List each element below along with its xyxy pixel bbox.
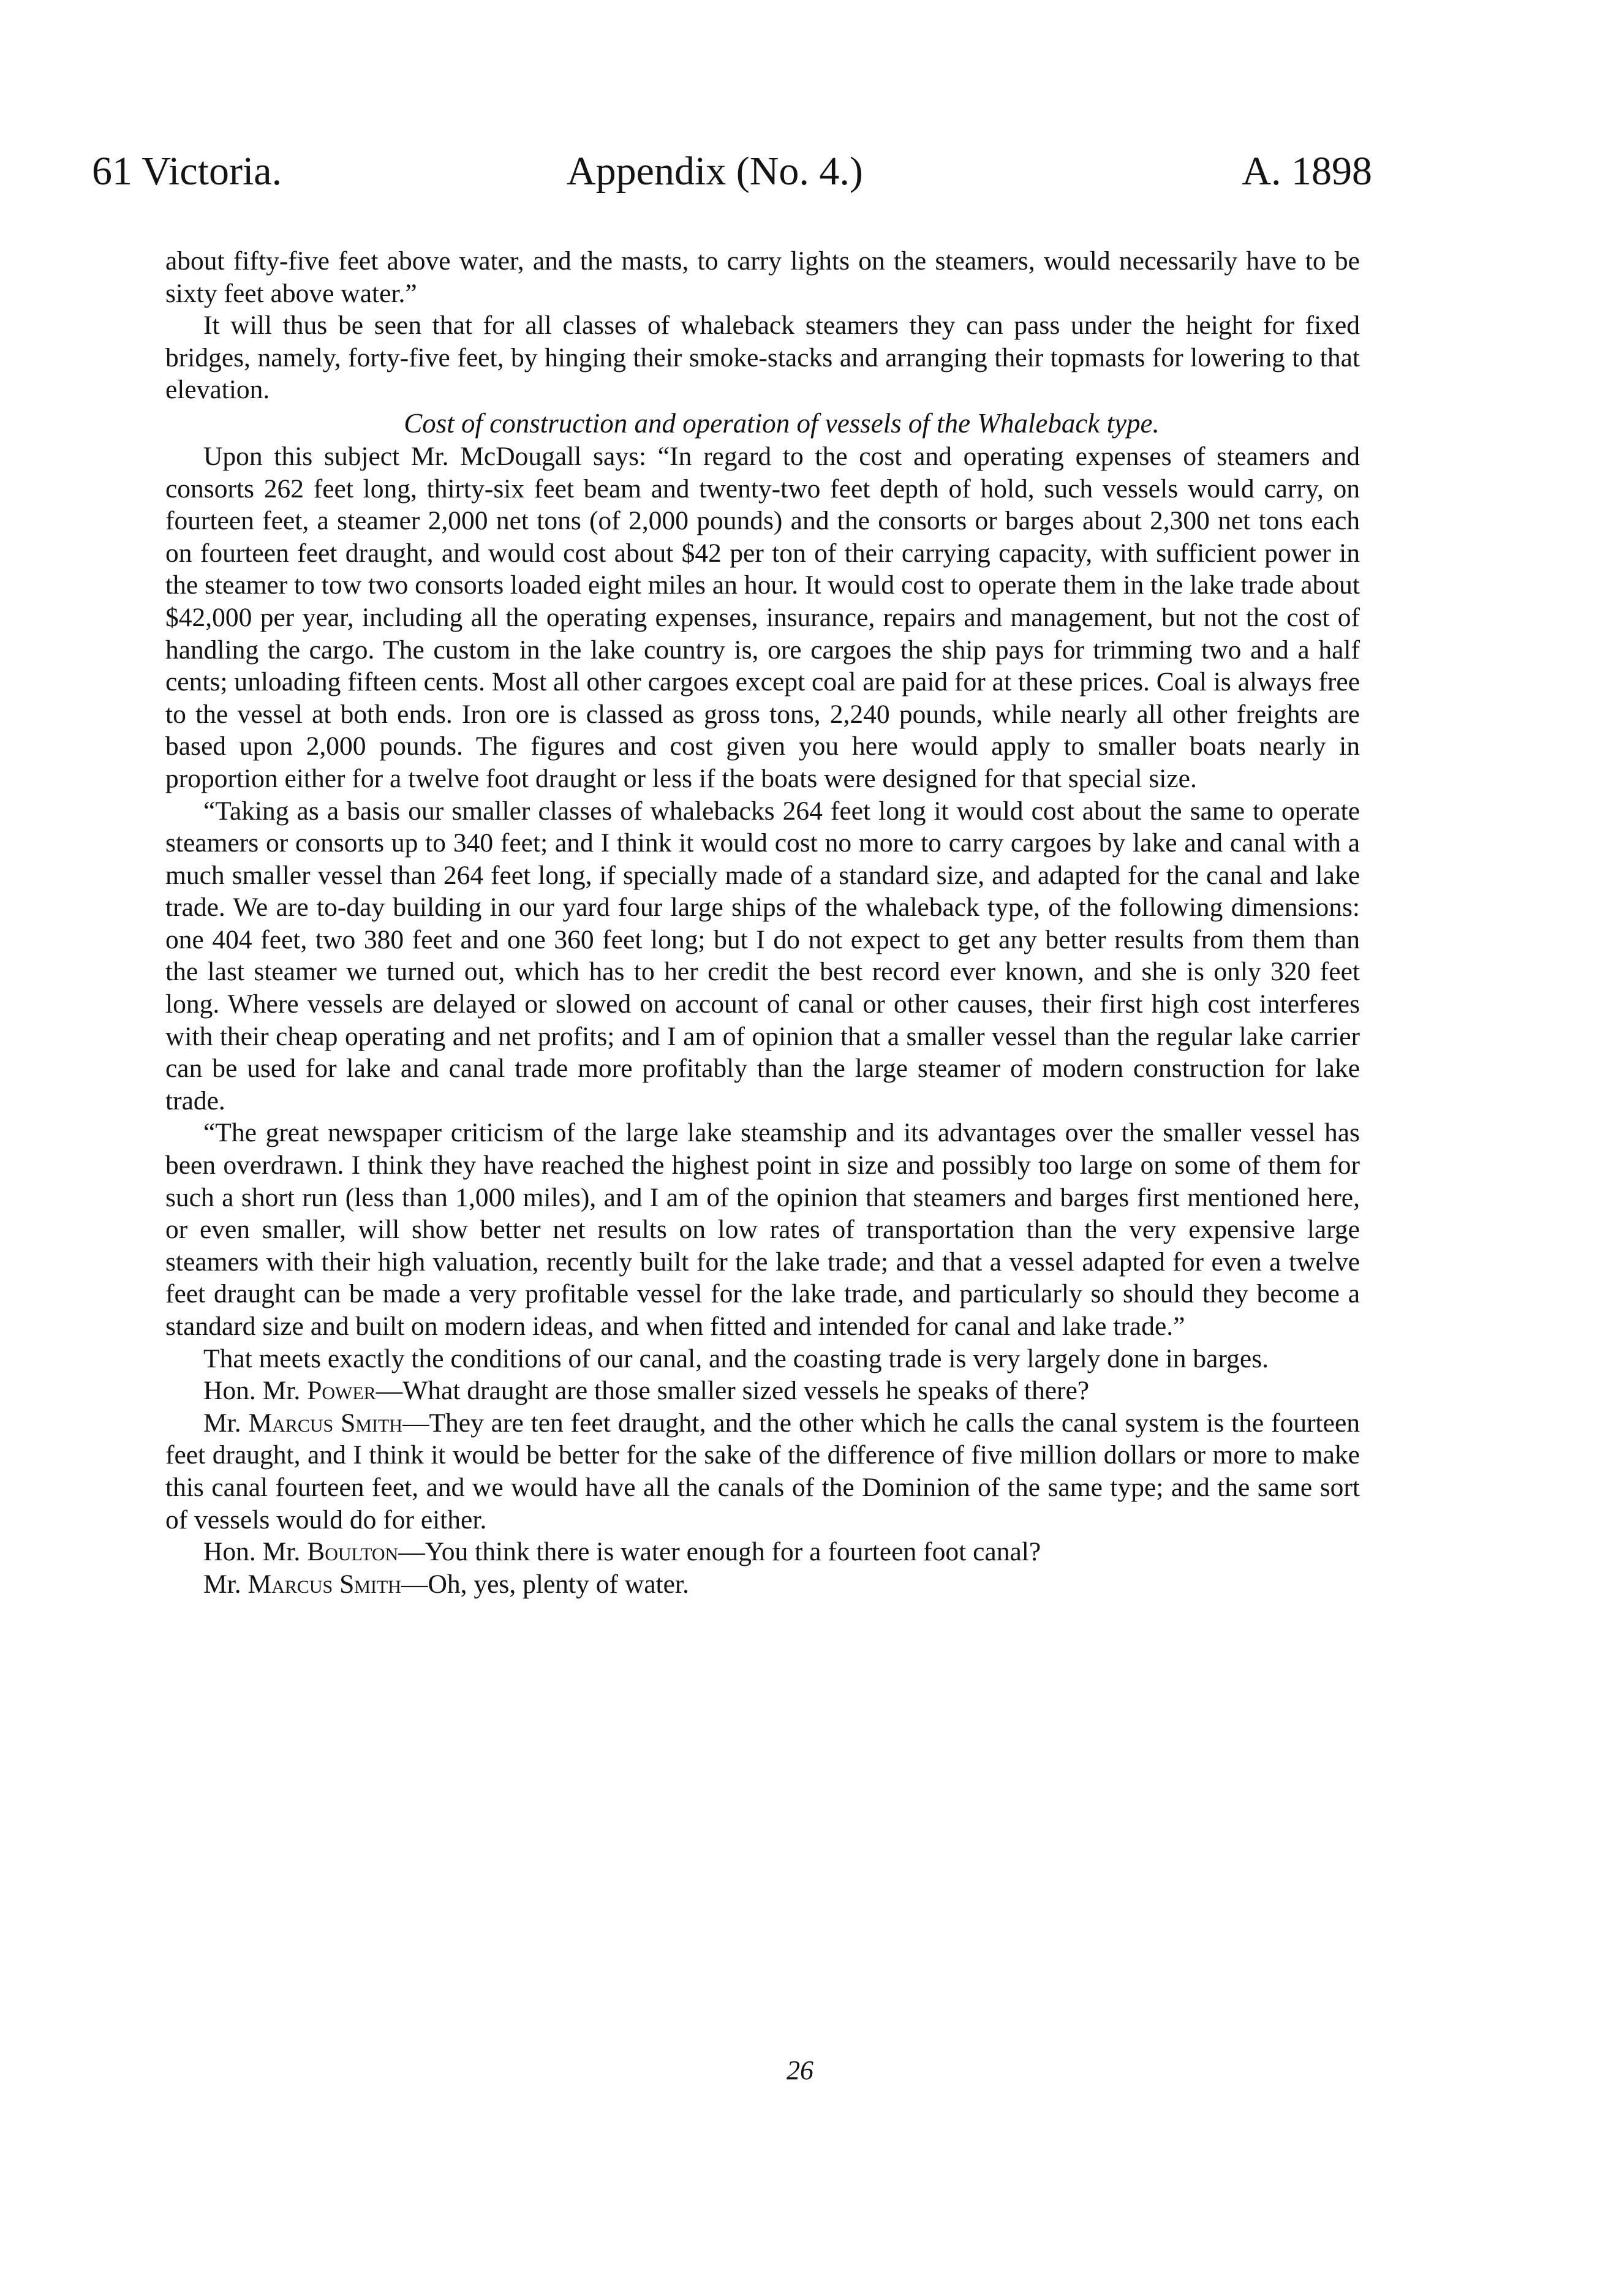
paragraph-newspaper-criticism: “The great newspaper criticism of the large lake steamship and its advantages over the smaller vessel has been overdrawn. I think they have reached the highest point in size and possibly too large on some of them for such a short run (less than 1,000 miles), and I am of the opinion that steamers and barges first mentioned here, or even smaller, will show better net results on low rates of transportation than the very expensive large steamers with their high valuation, recently built for the lake trade; and that a vessel adapted for even a twelve feet draught can be made a very profitable vessel for the lake trade, and particularly so should they become a standard size and built on modern ideas, and when fitted and intended for canal and lake trade.” xyxy=(165,1118,1360,1341)
header-year: A. 1898 xyxy=(1242,149,1372,194)
speaker-name: Boulton xyxy=(307,1537,399,1567)
section-heading: Cost of construction and operation of vessels of the Whaleback type. xyxy=(404,407,1160,439)
speaker-honorific: Hon. Mr. xyxy=(203,1376,301,1406)
speaker-honorific: Mr. xyxy=(203,1569,241,1599)
dialogue-smith-reply xyxy=(165,1568,1360,1601)
paragraph-continuation: about fifty-five feet above water, and the masts, to carry lights on the steamers, would necessarily have to be sixty feet above water.” xyxy=(165,246,1360,308)
dialogue-text: —What draught are those smaller sized vessels he speaks of there? xyxy=(375,1376,1090,1406)
running-header xyxy=(92,147,1372,196)
speaker-name: Marcus Smith xyxy=(247,1569,401,1599)
header-appendix: Appendix (No. 4.) xyxy=(567,149,863,194)
speaker-honorific: Hon. Mr. xyxy=(203,1537,301,1567)
paragraph-mcdougall-costs: Upon this subject Mr. McDougall says: “In regard to the cost and operating expenses of steamers and consorts 262 feet long, thirty-six feet beam and twenty-two feet depth of hold, such vessels would carry, on fourteen feet, a steamer 2,000 net tons (of 2,000 pounds) and the consorts or barges about 2,300 net tons each on fourteen feet draught, and would cost about $42 per ton of their carrying capacity, with sufficient power in the steamer to tow two consorts loaded eight miles an hour. It would cost to operate them in the lake trade about $42,000 per year, including all the operating expenses, insurance, repairs and management, but not the cost of handling the cargo. The custom in the lake country is, ore cargoes the ship pays for trimming two and a half cents; unloading fifteen cents. Most all other cargoes except coal are paid for at these prices. Coal is always free to the vessel at both ends. Iron ore is classed as gross tons, 2,240 pounds, while nearly all other freights are based upon 2,000 pounds. The figures and cost given you here would apply to smaller boats nearly in proportion either for a twelve foot draught or less if the boats were designed for that special size. xyxy=(165,441,1360,793)
dialogue-text: —Oh, yes, plenty of water. xyxy=(401,1569,689,1599)
paragraph-canal-conditions: That meets exactly the conditions of our canal, and the coasting trade is very largely done in barges. xyxy=(203,1343,1269,1373)
paragraph-smaller-classes: “Taking as a basis our smaller classes of whalebacks 264 feet long it would cost about the same to operate steamers or consorts up to 340 feet; and I think it would cost no more to carry cargoes by lake and canal with a much smaller vessel than 264 feet long, if specially made of a standard size, and adapted for the canal and lake trade. We are to-day building in our yard four large ships of the whaleback type, of the following dimensions: one 404 feet, two 380 feet and one 360 feet long; but I do not expect to get any better results from them than the last steamer we turned out, which has to her credit the best record ever known, and she is only 320 feet long. Where vessels are delayed or slowed on account of canal or other causes, their first high cost interferes with their cheap operating and net profits; and I am of opinion that a smaller vessel than the regular lake carrier can be used for lake and canal trade more profitably than the large steamer of modern construction for lake trade. xyxy=(165,796,1360,1116)
speaker-name: Marcus Smith xyxy=(248,1408,402,1438)
paragraph-bridges: It will thus be seen that for all classes of whaleback steamers they can pass under the height for fixed bridges, namely, forty-five feet, by hinging their smoke-stacks and arranging their topmasts for lowering to that elevation. xyxy=(165,311,1360,405)
body-text xyxy=(165,245,1360,1600)
header-session: 61 Victoria. xyxy=(92,149,282,194)
speaker-name: Power xyxy=(307,1376,376,1406)
dialogue-smith-answer xyxy=(165,1407,1360,1536)
speaker-honorific: Mr. xyxy=(203,1408,241,1438)
dialogue-power-question xyxy=(165,1375,1360,1407)
dialogue-text: —They are ten feet draught, and the other which he calls the canal system is the fourteen feet draught, and I think it would be better for the sake of the difference of five million dollars or more to make this canal fourteen feet, and we would have all the canals of the Dominion of the same type; and the same sort of vessels would do for either. xyxy=(165,1408,1360,1535)
dialogue-boulton-question xyxy=(165,1536,1360,1568)
page-number: 26 xyxy=(787,2055,813,2085)
dialogue-text: —You think there is water enough for a fourteen foot canal? xyxy=(398,1537,1041,1567)
